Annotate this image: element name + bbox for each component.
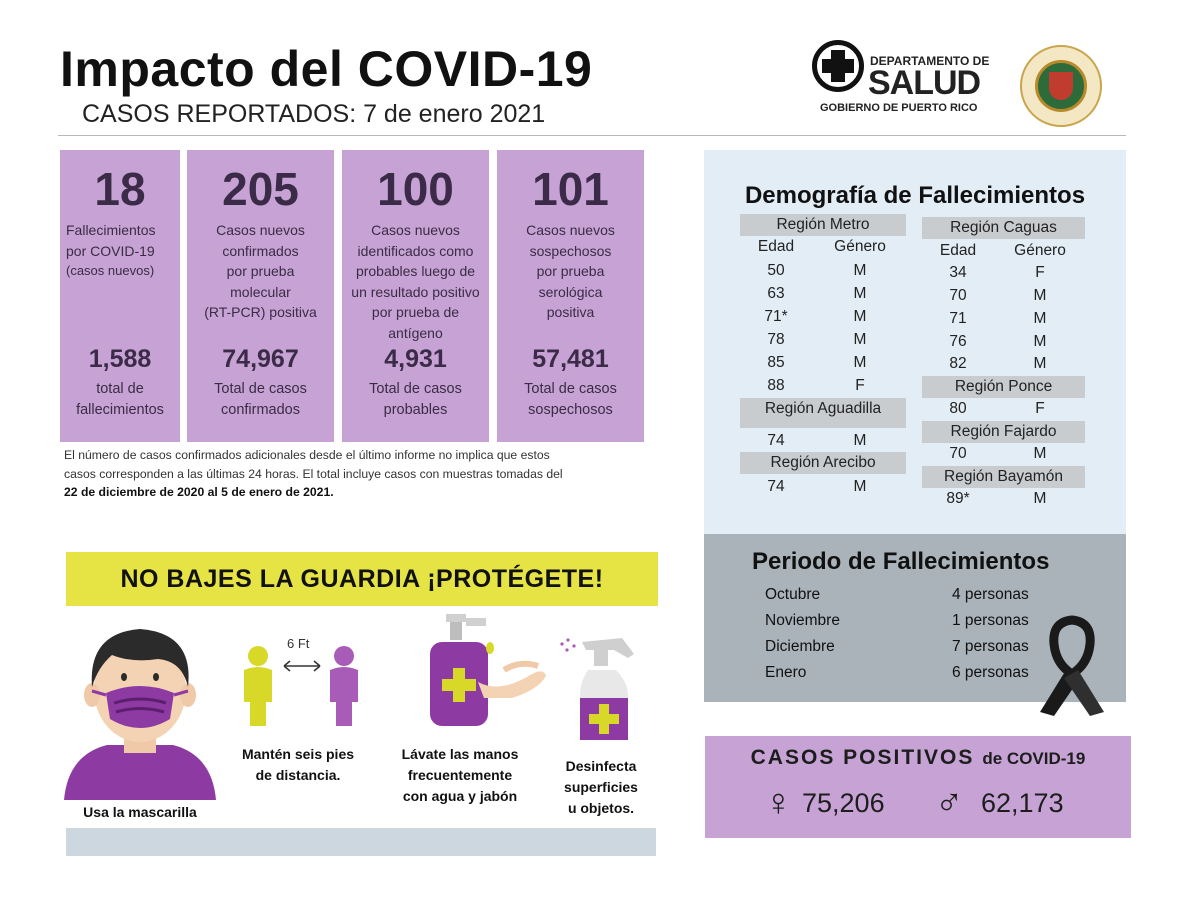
distance-label: 6 Ft [287, 636, 310, 651]
male-positive-count: 62,173 [981, 788, 1064, 818]
hand-soap-icon [420, 612, 550, 732]
stat-description: Fallecimientos por COVID-19 (casos nuevos) [66, 222, 156, 278]
age-cell: 76 [949, 333, 967, 350]
footnote: El número de casos confirmados adicionales desde el último informe no implica que estos casos corresponden a las últimas 24 horas. El total incluye casos con muestras tomadas del 22 de diciembre de 2020 al 5 de enero de 2021. [64, 448, 563, 499]
caption-mask: Usa la mascarilla [83, 804, 197, 820]
gender-cell: M [853, 262, 867, 279]
stat-total: 4,931 [384, 345, 447, 373]
stat-box-suspected [497, 150, 644, 442]
stat-description: Casos nuevos confirmados por prueba molecular (RT-PCR) positiva [204, 222, 317, 320]
period-count: 7 personas [952, 638, 1029, 655]
gender-cell: M [1033, 287, 1047, 304]
positive-cases-title [705, 746, 1131, 770]
logo-line-salud: SALUD [868, 64, 981, 102]
column-header-age: Edad [757, 238, 795, 255]
mask-person-icon [62, 615, 218, 800]
region-header-bayamon: Región Bayamón [922, 466, 1085, 488]
period-month: Octubre [765, 586, 821, 603]
stat-total-label: Total de casos probables [369, 381, 462, 418]
stat-box-probable [342, 150, 489, 442]
column-header-age: Edad [939, 242, 977, 259]
male-symbol-icon: ♂ [935, 782, 964, 824]
stat-total-label: total de fallecimientos [76, 381, 164, 418]
age-cell: 70 [949, 287, 967, 304]
column-header-gender: Género [1014, 242, 1066, 259]
gender-cell: M [853, 285, 867, 302]
age-cell: 89* [946, 490, 970, 507]
period-month: Diciembre [765, 638, 835, 655]
header-divider [58, 135, 1126, 136]
disinfect-spray-icon [558, 636, 648, 744]
page-title: Impacto del COVID-19 [60, 41, 593, 97]
age-cell: 71 [949, 310, 967, 327]
stat-description: Casos nuevos identificados como probables luego de un resultado positivo por prueba de antígeno [351, 222, 480, 341]
age-cell: 63 [767, 285, 785, 302]
age-cell: 50 [767, 262, 785, 279]
gender-cell: M [1033, 355, 1047, 372]
logo-line-department: DEPARTAMENTO DE [870, 54, 990, 68]
age-cell: 80 [949, 400, 967, 417]
gender-cell: M [1033, 310, 1047, 327]
gender-cell: M [853, 432, 867, 449]
age-cell: 74 [767, 432, 785, 449]
period-count: 4 personas [952, 586, 1029, 603]
gender-cell: F [1035, 264, 1045, 281]
age-cell: 82 [949, 355, 967, 372]
stat-value: 205 [222, 163, 299, 215]
female-positive-count: 75,206 [802, 788, 885, 818]
gender-cell: F [1035, 400, 1045, 417]
stat-total: 57,481 [532, 345, 609, 373]
gender-cell: M [1033, 445, 1047, 462]
stat-total: 74,967 [222, 345, 299, 373]
stat-total: 1,588 [88, 345, 152, 373]
gender-cell: M [853, 478, 867, 495]
stat-total-label: Total de casos sospechosos [524, 381, 617, 418]
stat-description: Casos nuevos sospechosos por prueba serológica positiva [526, 222, 615, 320]
age-cell: 88 [767, 377, 785, 394]
gender-cell: M [853, 331, 867, 348]
positive-cases-title-main: CASOS POSITIVOS [750, 746, 975, 769]
gender-cell: M [853, 308, 867, 325]
gender-cell: F [855, 377, 865, 394]
stat-box-confirmed [187, 150, 334, 442]
region-header-ponce: Región Ponce [922, 376, 1085, 398]
seal-center [1035, 60, 1087, 112]
age-cell: 78 [767, 331, 785, 348]
stat-box-deaths [60, 150, 180, 442]
department-of-health-logo [812, 40, 992, 120]
female-symbol-icon: ♀ [764, 782, 793, 824]
logo-line-government: GOBIERNO DE PUERTO RICO [820, 102, 978, 114]
stat-value: 18 [94, 163, 146, 215]
period-month: Enero [765, 664, 807, 681]
bottom-strip [66, 828, 656, 856]
seal-shield [1049, 72, 1073, 100]
caption-disinfect: Desinfecta superficies u objetos. [564, 758, 638, 816]
stat-value: 100 [377, 163, 454, 215]
region-header-aguadilla: Región Aguadilla [740, 398, 906, 428]
death-period-title: Periodo de Fallecimientos [752, 548, 1050, 575]
stat-value: 101 [532, 163, 609, 215]
period-month: Noviembre [765, 612, 840, 629]
puerto-rico-seal-icon [1020, 45, 1102, 127]
gender-cell: M [1033, 490, 1047, 507]
demographics-title: Demografía de Fallecimientos [744, 182, 1086, 209]
period-count: 6 personas [952, 664, 1029, 681]
region-header-arecibo: Región Arecibo [740, 452, 906, 474]
period-count: 1 personas [952, 612, 1029, 629]
age-cell: 85 [767, 354, 785, 371]
region-header-fajardo: Región Fajardo [922, 421, 1085, 443]
report-date-subtitle: CASOS REPORTADOS: 7 de enero 2021 [82, 100, 546, 128]
mourning-ribbon-icon [1036, 612, 1108, 722]
positive-cases-title-sub: de COVID-19 [982, 749, 1086, 768]
age-cell: 34 [949, 264, 967, 281]
stat-total-label: Total de casos confirmados [214, 381, 307, 418]
caption-handwash: Lávate las manos frecuentemente con agua y jabón [401, 746, 519, 804]
prevention-banner [66, 552, 658, 606]
age-cell: 74 [767, 478, 785, 495]
caption-distance: Mantén seis pies de distancia. [241, 746, 355, 783]
gender-cell: M [853, 354, 867, 371]
age-cell: 70 [949, 445, 967, 462]
region-header-caguas: Región Caguas [922, 217, 1085, 239]
prevention-banner-text: NO BAJES LA GUARDIA ¡PROTÉGETE! [120, 565, 604, 593]
region-header-metro: Región Metro [740, 214, 906, 236]
social-distance-icon [236, 640, 366, 730]
health-cross-icon [812, 40, 864, 92]
column-header-gender: Género [834, 238, 886, 255]
age-cell: 71* [764, 308, 788, 325]
gender-cell: M [1033, 333, 1047, 350]
